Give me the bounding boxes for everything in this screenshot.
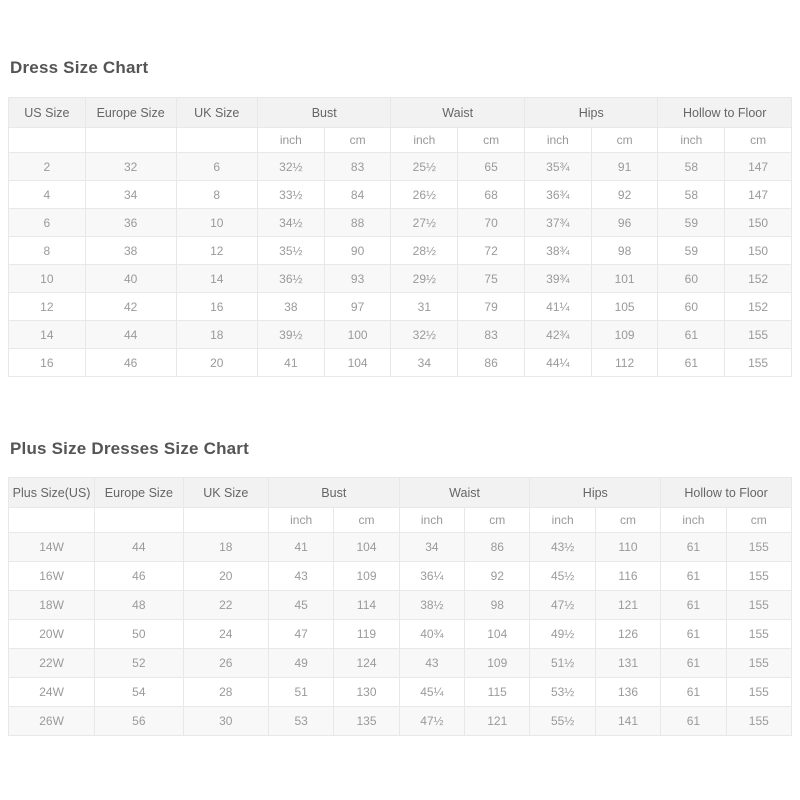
table-row (9, 265, 792, 293)
table-cell: 8 (9, 237, 86, 265)
table-cell: 72 (458, 237, 525, 265)
table-row (9, 562, 792, 591)
unit-header: inch (268, 508, 333, 533)
column-header: Europe Size (95, 478, 183, 508)
table-cell: 6 (9, 209, 86, 237)
table-cell: 136 (595, 678, 660, 707)
table-cell: 59 (658, 209, 725, 237)
table-cell: 155 (726, 649, 791, 678)
table-row (9, 237, 792, 265)
table-cell: 27½ (391, 209, 458, 237)
dress-size-table-body (9, 153, 792, 377)
table-cell: 16W (9, 562, 95, 591)
column-header: Waist (399, 478, 530, 508)
table-cell: 18W (9, 591, 95, 620)
table-row (9, 181, 792, 209)
table-cell: 12 (9, 293, 86, 321)
table-row (9, 591, 792, 620)
table-cell: 93 (324, 265, 391, 293)
table-cell: 98 (465, 591, 530, 620)
table-cell: 79 (458, 293, 525, 321)
table-cell: 42 (85, 293, 176, 321)
table-row (9, 678, 792, 707)
table-cell: 61 (661, 620, 726, 649)
table-cell: 109 (334, 562, 399, 591)
unit-header: cm (591, 128, 658, 153)
table-cell: 121 (595, 591, 660, 620)
unit-header: cm (324, 128, 391, 153)
column-header: Hips (524, 98, 658, 128)
table-cell: 2 (9, 153, 86, 181)
table-cell: 41 (257, 349, 324, 377)
table-cell: 61 (661, 678, 726, 707)
table-cell: 109 (591, 321, 658, 349)
table-cell: 83 (458, 321, 525, 349)
table-cell: 51 (268, 678, 333, 707)
table-cell: 75 (458, 265, 525, 293)
table-cell: 24 (183, 620, 268, 649)
table-cell: 86 (465, 533, 530, 562)
table-cell: 155 (725, 321, 792, 349)
table-cell: 101 (591, 265, 658, 293)
table-cell: 61 (658, 349, 725, 377)
table-cell: 14 (176, 265, 257, 293)
column-header: US Size (9, 98, 86, 128)
table-cell: 14W (9, 533, 95, 562)
table-cell: 40¾ (399, 620, 464, 649)
table-cell: 44¼ (524, 349, 591, 377)
column-header: Bust (268, 478, 399, 508)
table-cell: 22W (9, 649, 95, 678)
table-cell: 61 (658, 321, 725, 349)
table-cell: 38¾ (524, 237, 591, 265)
table-cell: 61 (661, 591, 726, 620)
table-cell: 141 (595, 707, 660, 736)
table-cell: 109 (465, 649, 530, 678)
empty-header-cell (176, 128, 257, 153)
table-cell: 39½ (257, 321, 324, 349)
table-cell: 155 (726, 678, 791, 707)
table-row (9, 293, 792, 321)
plus-size-table-header (9, 478, 792, 533)
table-cell: 115 (465, 678, 530, 707)
table-cell: 97 (324, 293, 391, 321)
empty-header-cell (9, 128, 86, 153)
table-cell: 155 (726, 562, 791, 591)
table-cell: 34 (391, 349, 458, 377)
table-cell: 61 (661, 533, 726, 562)
table-cell: 150 (725, 237, 792, 265)
table-cell: 29½ (391, 265, 458, 293)
table-cell: 56 (95, 707, 183, 736)
table-cell: 14 (9, 321, 86, 349)
table-cell: 38 (85, 237, 176, 265)
table-cell: 20W (9, 620, 95, 649)
table-cell: 26½ (391, 181, 458, 209)
table-row (9, 533, 792, 562)
table-cell: 31 (391, 293, 458, 321)
table-cell: 25½ (391, 153, 458, 181)
table-cell: 34½ (257, 209, 324, 237)
table-cell: 61 (661, 562, 726, 591)
table-cell: 126 (595, 620, 660, 649)
table-cell: 44 (85, 321, 176, 349)
table-cell: 18 (183, 533, 268, 562)
table-cell: 20 (183, 562, 268, 591)
table-cell: 46 (85, 349, 176, 377)
table-cell: 10 (176, 209, 257, 237)
table-cell: 88 (324, 209, 391, 237)
unit-header: cm (726, 508, 791, 533)
table-cell: 60 (658, 293, 725, 321)
column-header: Bust (257, 98, 391, 128)
table-cell: 20 (176, 349, 257, 377)
table-cell: 58 (658, 153, 725, 181)
table-cell: 45½ (530, 562, 595, 591)
table-cell: 41¼ (524, 293, 591, 321)
table-cell: 150 (725, 209, 792, 237)
table-cell: 55½ (530, 707, 595, 736)
table-cell: 50 (95, 620, 183, 649)
table-cell: 47½ (399, 707, 464, 736)
table-cell: 24W (9, 678, 95, 707)
plus-size-table-body (9, 533, 792, 736)
table-cell: 147 (725, 153, 792, 181)
table-cell: 38 (257, 293, 324, 321)
table-cell: 152 (725, 265, 792, 293)
table-cell: 43½ (530, 533, 595, 562)
unit-header: inch (524, 128, 591, 153)
plus-size-table (8, 477, 792, 736)
table-cell: 35½ (257, 237, 324, 265)
unit-header: inch (658, 128, 725, 153)
table-cell: 70 (458, 209, 525, 237)
table-cell: 28½ (391, 237, 458, 265)
table-cell: 100 (324, 321, 391, 349)
table-cell: 98 (591, 237, 658, 265)
table-cell: 45 (268, 591, 333, 620)
table-cell: 104 (324, 349, 391, 377)
unit-header: inch (257, 128, 324, 153)
table-row (9, 153, 792, 181)
plus-size-chart-title: Plus Size Dresses Size Chart (10, 439, 249, 458)
table-cell: 53 (268, 707, 333, 736)
dress-size-table (8, 97, 792, 377)
column-header: UK Size (183, 478, 268, 508)
unit-header: cm (465, 508, 530, 533)
table-cell: 121 (465, 707, 530, 736)
table-cell: 104 (334, 533, 399, 562)
table-cell: 32 (85, 153, 176, 181)
column-header: Hollow to Floor (661, 478, 792, 508)
table-cell: 61 (661, 707, 726, 736)
table-row (9, 349, 792, 377)
table-cell: 114 (334, 591, 399, 620)
table-cell: 83 (324, 153, 391, 181)
table-cell: 90 (324, 237, 391, 265)
table-cell: 86 (458, 349, 525, 377)
table-cell: 155 (726, 620, 791, 649)
table-cell: 26 (183, 649, 268, 678)
table-cell: 16 (9, 349, 86, 377)
column-header: UK Size (176, 98, 257, 128)
table-cell: 58 (658, 181, 725, 209)
table-row (9, 707, 792, 736)
table-cell: 47 (268, 620, 333, 649)
table-cell: 8 (176, 181, 257, 209)
table-cell: 52 (95, 649, 183, 678)
table-row (9, 209, 792, 237)
table-cell: 53½ (530, 678, 595, 707)
table-cell: 28 (183, 678, 268, 707)
dress-size-chart-section (8, 0, 792, 377)
unit-header: cm (725, 128, 792, 153)
table-cell: 105 (591, 293, 658, 321)
table-cell: 35¾ (524, 153, 591, 181)
table-cell: 41 (268, 533, 333, 562)
unit-header: inch (391, 128, 458, 153)
column-header: Waist (391, 98, 525, 128)
table-cell: 152 (725, 293, 792, 321)
table-cell: 155 (726, 591, 791, 620)
table-cell: 43 (268, 562, 333, 591)
table-cell: 48 (95, 591, 183, 620)
table-cell: 96 (591, 209, 658, 237)
table-cell: 65 (458, 153, 525, 181)
table-cell: 51½ (530, 649, 595, 678)
dress-size-chart-title: Dress Size Chart (10, 58, 149, 77)
unit-header: cm (595, 508, 660, 533)
table-cell: 49 (268, 649, 333, 678)
table-cell: 33½ (257, 181, 324, 209)
table-cell: 39¾ (524, 265, 591, 293)
table-cell: 110 (595, 533, 660, 562)
empty-header-cell (85, 128, 176, 153)
table-cell: 32½ (257, 153, 324, 181)
empty-header-cell (95, 508, 183, 533)
table-cell: 91 (591, 153, 658, 181)
unit-header: inch (530, 508, 595, 533)
unit-header: cm (334, 508, 399, 533)
table-cell: 18 (176, 321, 257, 349)
table-cell: 46 (95, 562, 183, 591)
plus-size-chart-section (8, 377, 792, 736)
dress-size-table-header (9, 98, 792, 153)
table-cell: 16 (176, 293, 257, 321)
table-cell: 84 (324, 181, 391, 209)
table-cell: 135 (334, 707, 399, 736)
table-cell: 38½ (399, 591, 464, 620)
column-header: Hips (530, 478, 661, 508)
table-cell: 45¼ (399, 678, 464, 707)
table-cell: 37¾ (524, 209, 591, 237)
table-cell: 147 (725, 181, 792, 209)
table-cell: 44 (95, 533, 183, 562)
table-cell: 6 (176, 153, 257, 181)
table-cell: 12 (176, 237, 257, 265)
column-header: Plus Size(US) (9, 478, 95, 508)
table-cell: 34 (85, 181, 176, 209)
table-cell: 36 (85, 209, 176, 237)
table-cell: 36¼ (399, 562, 464, 591)
table-cell: 124 (334, 649, 399, 678)
unit-header: inch (661, 508, 726, 533)
unit-header: inch (399, 508, 464, 533)
table-cell: 130 (334, 678, 399, 707)
table-cell: 36¾ (524, 181, 591, 209)
table-cell: 32½ (391, 321, 458, 349)
table-cell: 47½ (530, 591, 595, 620)
table-cell: 112 (591, 349, 658, 377)
table-cell: 4 (9, 181, 86, 209)
table-cell: 49½ (530, 620, 595, 649)
empty-header-cell (183, 508, 268, 533)
table-cell: 155 (726, 707, 791, 736)
table-row (9, 649, 792, 678)
table-cell: 43 (399, 649, 464, 678)
table-cell: 22 (183, 591, 268, 620)
table-cell: 68 (458, 181, 525, 209)
table-cell: 92 (465, 562, 530, 591)
table-cell: 116 (595, 562, 660, 591)
table-cell: 54 (95, 678, 183, 707)
column-header: Hollow to Floor (658, 98, 792, 128)
table-cell: 34 (399, 533, 464, 562)
table-cell: 30 (183, 707, 268, 736)
table-cell: 36½ (257, 265, 324, 293)
table-cell: 104 (465, 620, 530, 649)
unit-header: cm (458, 128, 525, 153)
column-header: Europe Size (85, 98, 176, 128)
table-cell: 60 (658, 265, 725, 293)
table-cell: 61 (661, 649, 726, 678)
table-cell: 10 (9, 265, 86, 293)
table-cell: 42¾ (524, 321, 591, 349)
empty-header-cell (9, 508, 95, 533)
table-cell: 155 (726, 533, 791, 562)
table-cell: 119 (334, 620, 399, 649)
table-row (9, 321, 792, 349)
table-row (9, 620, 792, 649)
table-cell: 155 (725, 349, 792, 377)
table-cell: 40 (85, 265, 176, 293)
table-cell: 26W (9, 707, 95, 736)
table-cell: 59 (658, 237, 725, 265)
table-cell: 131 (595, 649, 660, 678)
table-cell: 92 (591, 181, 658, 209)
